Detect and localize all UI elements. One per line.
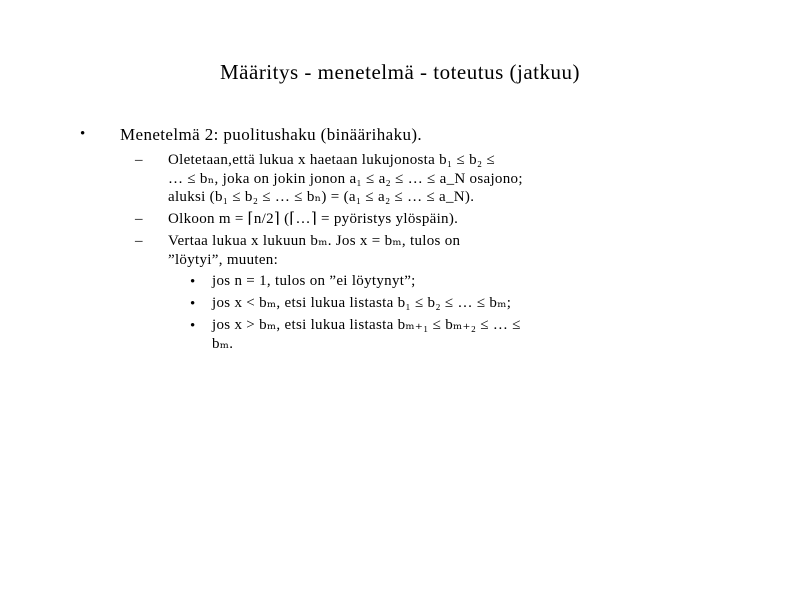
case-x-greater-line1: jos x > bₘ, etsi lukua listasta bₘ₊₁ ≤ bₘ₊₂ ≤ … ≤ (212, 317, 521, 333)
bullet-icon: • (190, 296, 196, 312)
bullet-text-method2: Menetelmä 2: puolitushaku (binäärihaku). (120, 125, 423, 144)
case-x-greater-line2: bₘ. (212, 336, 234, 352)
slide-title: Määritys - menetelmä - toteutus (jatkuu) (220, 60, 580, 84)
subitem-assumption-line3: aluksi (b₁ ≤ b₂ ≤ … ≤ bₙ) = (a₁ ≤ a₂ ≤ … ≤ a_N). (168, 189, 475, 205)
subitem-assumption-line1: Oletetaan,että lukua x haetaan lukujonosta b₁ ≤ b₂ ≤ (168, 152, 496, 168)
bullet-icon: • (80, 126, 86, 142)
subitem-compare-line2: ”löytyi”, muuten: (168, 252, 279, 268)
dash-icon: – (135, 233, 143, 249)
subitem-assumption-line2: … ≤ bₙ, joka on jokin jonon a₁ ≤ a₂ ≤ … ≤ a_N osajono; (168, 171, 523, 187)
case-n-equals-1: jos n = 1, tulos on ”ei löytynyt”; (212, 273, 416, 289)
subitem-midpoint: Olkoon m = ⌈n/2⌉ (⌈…⌉ = pyöristys ylöspäin). (168, 211, 459, 227)
dash-icon: – (135, 211, 143, 227)
subitem-compare-line1: Vertaa lukua x lukuun bₘ. Jos x = bₘ, tulos on (168, 233, 461, 249)
bullet-icon: • (190, 274, 196, 290)
bullet-icon: • (190, 318, 196, 334)
dash-icon: – (135, 152, 143, 168)
case-x-less: jos x < bₘ, etsi lukua listasta b₁ ≤ b₂ ≤ … ≤ bₘ; (212, 295, 512, 311)
